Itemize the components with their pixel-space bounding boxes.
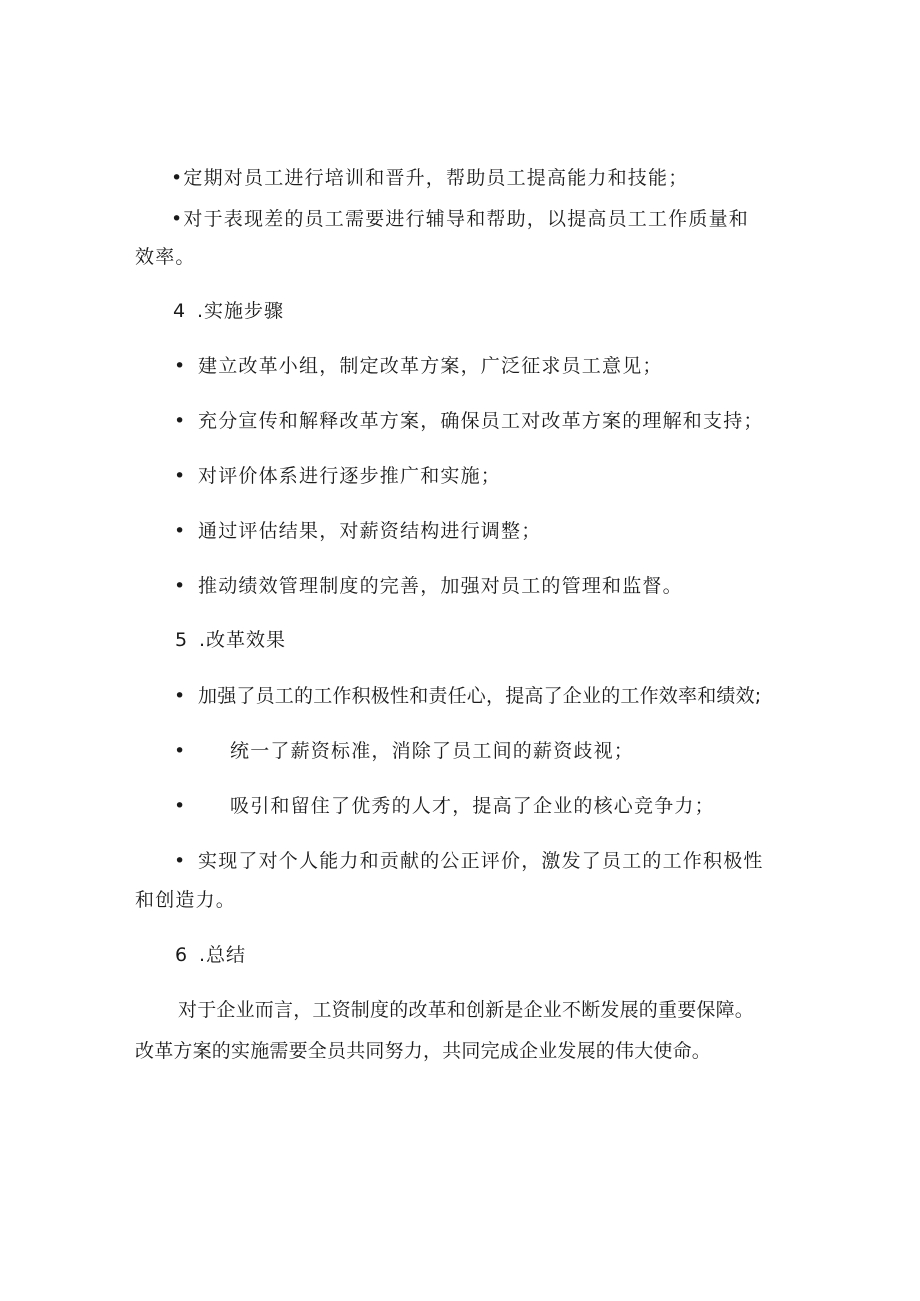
list-item: 加强了员工的工作积极性和责任心，提高了企业的工作效率和绩效;: [198, 685, 762, 707]
section-number: 6: [175, 944, 189, 966]
list-item: 建立改革小组，制定改革方案，广泛征求员工意见；: [198, 355, 663, 377]
bullet-icon: •: [174, 520, 186, 542]
list-item-continuation: 和创造力。: [135, 889, 237, 911]
bullet-icon: •: [174, 850, 186, 872]
list-item: 吸引和留住了优秀的人才，提高了企业的核心竞争力；: [230, 795, 715, 817]
section-title: .改革效果: [199, 629, 287, 651]
section-number: 4: [173, 300, 187, 322]
list-item: 推动绩效管理制度的完善，加强对员工的管理和监督。: [198, 575, 683, 597]
section-title: .总结: [199, 944, 247, 966]
list-item: •定期对员工进行培训和晋升，帮助员工提高能力和技能；: [171, 167, 689, 189]
list-item: 对评价体系进行逐步推广和实施；: [198, 465, 502, 487]
list-item: 充分宣传和解释改革方案，确保员工对改革方案的理解和支持；: [198, 410, 764, 432]
section-number: 5: [175, 629, 189, 651]
bullet-icon: •: [174, 575, 186, 597]
paragraph-line: 对于企业而言，工资制度的改革和创新是企业不断发展的重要保障。: [178, 999, 755, 1021]
list-item: 统一了薪资标准，消除了员工间的薪资歧视；: [230, 740, 635, 762]
section-heading: [175, 628, 286, 652]
section-heading: [173, 299, 284, 323]
section-heading: [175, 943, 246, 967]
paragraph-line: 改革方案的实施需要全员共同努力，共同完成企业发展的伟大使命。: [135, 1040, 712, 1062]
list-item-continuation: 效率。: [135, 246, 196, 268]
list-item: 通过评估结果，对薪资结构进行调整；: [198, 520, 542, 542]
bullet-icon: •: [174, 355, 186, 377]
bullet-icon: •: [174, 795, 186, 817]
section-title: .实施步骤: [197, 300, 285, 322]
bullet-icon: •: [174, 685, 186, 707]
list-item: 实现了对个人能力和贡献的公正评价，激发了员工的工作积极性: [198, 850, 764, 872]
bullet-icon: •: [174, 410, 186, 432]
bullet-icon: •: [174, 740, 186, 762]
bullet-icon: •: [174, 465, 186, 487]
list-item: •对于表现差的员工需要进行辅导和帮助，以提高员工工作质量和: [171, 208, 750, 230]
